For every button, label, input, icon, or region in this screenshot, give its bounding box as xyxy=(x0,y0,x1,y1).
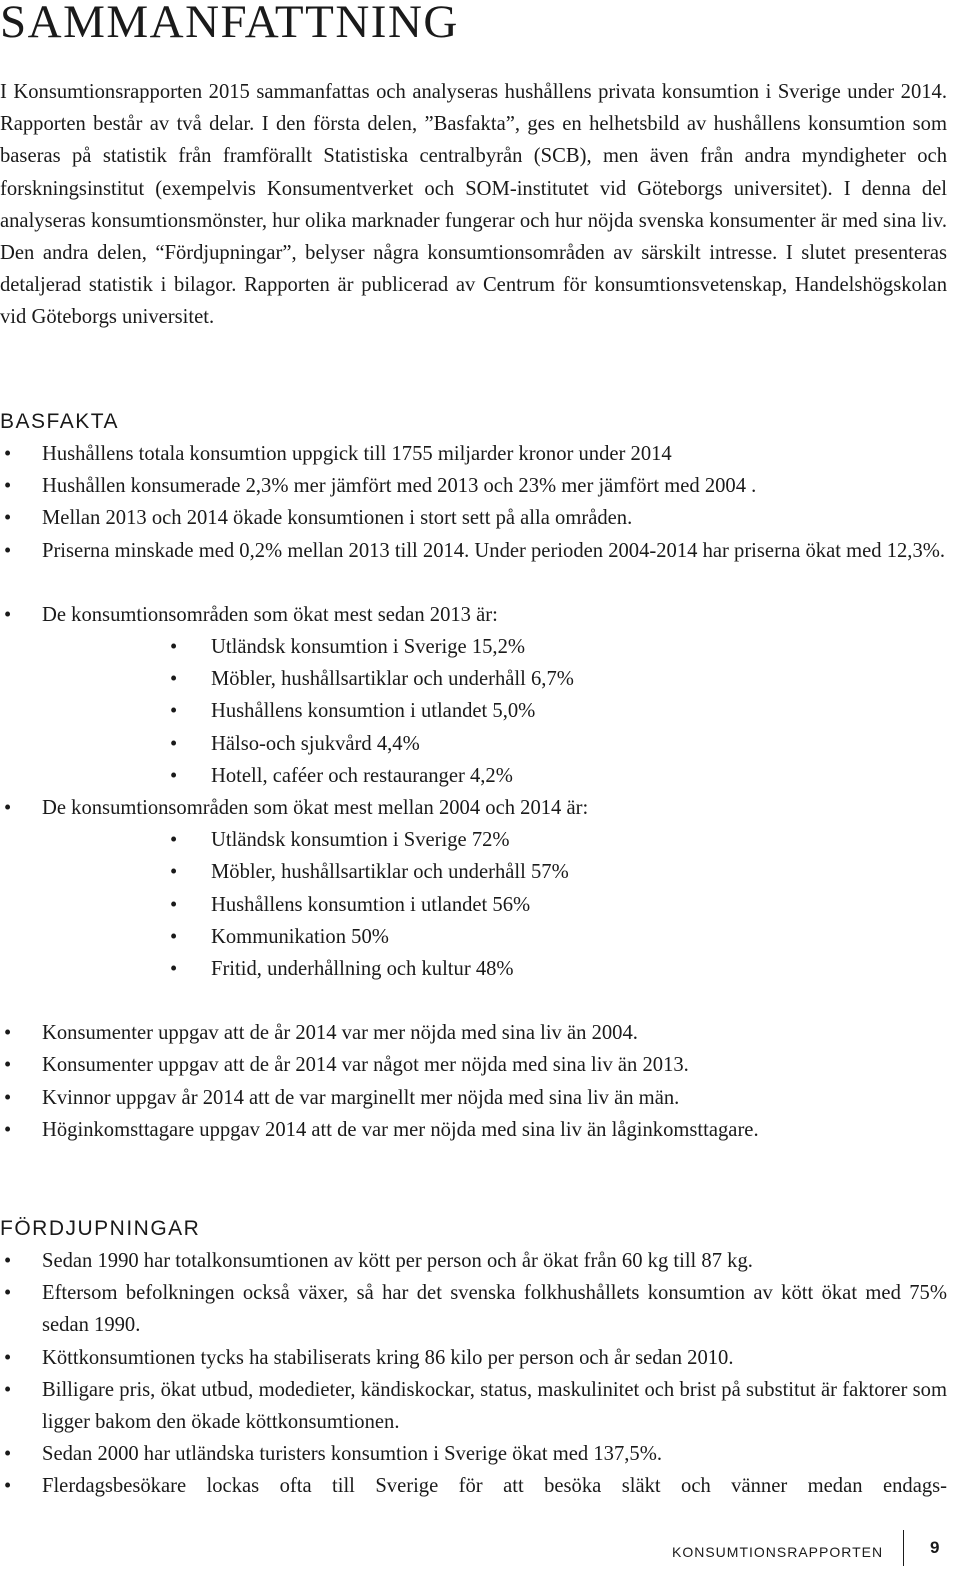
bullet-icon: • xyxy=(170,958,178,981)
intro-paragraph: I Konsumtionsrapporten 2015 sammanfattas och analyseras hushållens privata konsumtion i Sverige under 2014. Rapporten består av två delar. I den första delen, ”Basfakta”, ges en helhetsbild av hushållens konsumtion som baseras på statistik från framförallt Statistiska centralbyrån (SCB), men även från andra myndigheter och forskningsinstitut (exempelvis Konsumentverket och SOM-institutet vid Göteborgs universitet). I denna del analyseras konsumtionsmönster, hur olika marknader fungerar och hur nöjda svenska konsumenter är med sina liv. Den andra delen, “Fördjupningar”, belyser några konsumtionsområden av särskilt intresse. I slutet presenteras detaljerad statistik i bilagor. Rapporten är publicerad av Centrum för konsumtionsvetenskap, Handelshögskolan vid Göteborgs universitet. xyxy=(0,81,947,329)
list-item: • Hushållens totala konsumtion uppgick till 1755 miljarder kronor under 2014 xyxy=(0,438,947,470)
list-item: • Sedan 2000 har utländska turisters konsumtion i Sverige ökat med 137,5%. xyxy=(0,1438,947,1470)
list-item: • Flerdagsbesökare lockas ofta till Sverige för att besöka släkt och vänner medan endags- xyxy=(0,1470,947,1502)
bullet-icon: • xyxy=(170,829,178,852)
list-item: • Kvinnor uppgav år 2014 att de var marginellt mer nöjda med sina liv än män. xyxy=(0,1082,947,1114)
list-item: • Mellan 2013 och 2014 ökade konsumtionen i stort sett på alla områden. xyxy=(0,502,947,534)
bullet-icon: • xyxy=(170,636,178,659)
bullet-icon: • xyxy=(4,1282,12,1305)
sublist-item: • Hotell, caféer och restauranger 4,2% xyxy=(42,760,947,792)
bullet-icon: • xyxy=(170,668,178,691)
page-number: 9 xyxy=(930,1538,940,1557)
basfakta-heading: BASFAKTA xyxy=(0,410,119,433)
bullet-icon: • xyxy=(4,797,12,820)
basfakta-list xyxy=(0,438,947,1146)
list-item: • De konsumtionsområden som ökat mest sedan 2013 är: • Utländsk konsumtion i Sverige 15,2% • Möbler, hushållsartiklar och underhåll 6,7% • Hushållens konsumtion i utlandet 5,0% • Hälso-och sjukvård 4,4% • Hotell, caféer och restauranger 4,2% xyxy=(0,599,947,792)
footer-divider xyxy=(903,1530,904,1566)
bullet-icon: • xyxy=(4,1086,12,1109)
sublist-item: • Hushållens konsumtion i utlandet 56% xyxy=(42,889,947,921)
sublist-item: • Utländsk konsumtion i Sverige 15,2% xyxy=(42,631,947,663)
bullet-icon: • xyxy=(4,1250,12,1272)
sublist-item: • Möbler, hushållsartiklar och underhåll 57% xyxy=(42,856,947,888)
fordjupningar-list xyxy=(0,1245,947,1503)
bullet-icon: • xyxy=(4,1022,12,1045)
bullet-icon: • xyxy=(4,1378,12,1401)
bullet-icon: • xyxy=(4,507,12,530)
list-item: • Köttkonsumtionen tycks ha stabiliserats kring 86 kilo per person och år sedan 2010. xyxy=(0,1342,947,1374)
list-item: • Priserna minskade med 0,2% mellan 2013 till 2014. Under perioden 2004-2014 har priserna ökat med 12,3%. xyxy=(0,535,947,567)
bullet-icon: • xyxy=(170,732,178,755)
list-item: • Sedan 1990 har totalkonsumtionen av kött per person och år ökat från 60 kg till 87 kg. xyxy=(0,1245,947,1277)
bullet-icon: • xyxy=(170,861,178,884)
sublist-item: • Hälso-och sjukvård 4,4% xyxy=(42,728,947,760)
list-item: • Konsumenter uppgav att de år 2014 var något mer nöjda med sina liv än 2013. xyxy=(0,1049,947,1081)
bullet-icon: • xyxy=(4,1118,12,1141)
bullet-icon: • xyxy=(170,764,178,787)
sublist-2004-2014 xyxy=(42,824,947,985)
fordjupningar-heading: FÖRDJUPNINGAR xyxy=(0,1217,201,1240)
sublist-since-2013 xyxy=(42,631,947,792)
list-spacer xyxy=(0,985,947,1017)
sublist-item: • Möbler, hushållsartiklar och underhåll 6,7% xyxy=(42,663,947,695)
sublist-item: • Hushållens konsumtion i utlandet 5,0% xyxy=(42,695,947,727)
bullet-icon: • xyxy=(170,700,178,723)
list-item: • Konsumenter uppgav att de år 2014 var mer nöjda med sina liv än 2004. xyxy=(0,1017,947,1049)
bullet-icon: • xyxy=(4,603,12,626)
bullet-icon: • xyxy=(4,1054,12,1077)
footer-label: KONSUMTIONSRAPPORTEN xyxy=(672,1544,884,1560)
bullet-icon: • xyxy=(4,539,12,562)
list-item: • Eftersom befolkningen också växer, så har det svenska folkhushållets konsumtion av kött ökat med 75% sedan 1990. xyxy=(0,1277,947,1341)
list-item: • Hushållen konsumerade 2,3% mer jämfört med 2013 och 23% mer jämfört med 2004 . xyxy=(0,470,947,502)
list-item: • De konsumtionsområden som ökat mest mellan 2004 och 2014 är: • Utländsk konsumtion i Sverige 72% • Möbler, hushållsartiklar och underhåll 57% • Hushållens konsumtion i utlandet 56% • Kommunikation 50% • Fritid, underhållning och kultur 48% xyxy=(0,792,947,985)
page-title: SAMMANFATTNING xyxy=(0,0,459,48)
bullet-icon: • xyxy=(170,925,178,948)
bullet-icon: • xyxy=(170,893,178,916)
list-spacer xyxy=(0,567,947,599)
bullet-icon: • xyxy=(4,1346,12,1369)
bullet-icon: • xyxy=(4,1475,12,1498)
sublist-item: • Fritid, underhållning och kultur 48% xyxy=(42,953,947,985)
bullet-icon: • xyxy=(4,475,12,498)
bullet-icon: • xyxy=(4,443,12,465)
sublist-item: • Kommunikation 50% xyxy=(42,921,947,953)
bullet-icon: • xyxy=(4,1443,12,1466)
list-item: • Höginkomsttagare uppgav 2014 att de var mer nöjda med sina liv än låginkomsttagare. xyxy=(0,1114,947,1146)
sublist-item: • Utländsk konsumtion i Sverige 72% xyxy=(42,824,947,856)
list-item: • Billigare pris, ökat utbud, modedieter, kändiskockar, status, maskulinitet och brist på substitut är faktorer som ligger bakom den ökade köttkonsumtionen. xyxy=(0,1374,947,1438)
